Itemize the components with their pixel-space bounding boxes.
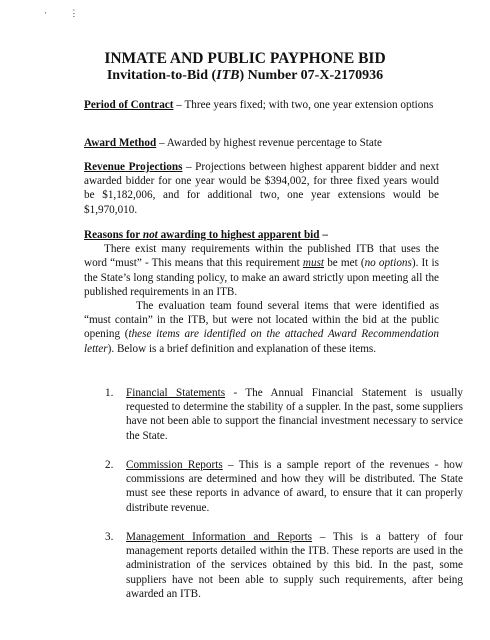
list-number: 1. bbox=[105, 387, 114, 399]
section-heading: Period of Contract bbox=[84, 99, 174, 111]
list-item-commission-reports bbox=[102, 458, 463, 515]
list-heading: Management Information and Reports bbox=[126, 531, 313, 543]
section-revenue-projections bbox=[84, 160, 439, 217]
document-title: INMATE AND PUBLIC PAYPHONE BID bbox=[104, 50, 386, 67]
scan-specks: ⋅ ⋮ bbox=[44, 8, 89, 18]
section-text: – Awarded by highest revenue percentage to State bbox=[156, 137, 382, 149]
list-text: - The Annual Financial Statement is usually requested to determine the stability of a suppler. In the past, some suppliers have not been able to support the financial investment necessary to service the State. bbox=[126, 387, 463, 442]
list-item-financial-statements bbox=[102, 386, 463, 443]
list-number: 3. bbox=[105, 531, 114, 543]
section-reasons bbox=[84, 228, 439, 356]
list-text: – This is a sample report of the revenues - how commissions are determined and how they will be distributed. The State must see these reports in advance of award, to ensure that it can properly distribute revenue. bbox=[126, 459, 463, 514]
list-heading: Financial Statements bbox=[126, 387, 226, 399]
section-heading: Reasons for not awarding to highest apparent bid – bbox=[84, 229, 328, 241]
section-heading: Revenue Projections bbox=[84, 161, 183, 173]
document-subtitle: Invitation-to-Bid (ITB) Number 07-X-2170936 bbox=[106, 68, 384, 83]
section-text: – Projections between highest apparent bidder and next awarded bidder for one year would be $394,002, for three fixed years would be $1,182,006, and for additional two, one year extensions would be $1,970,010. bbox=[84, 161, 439, 216]
list-heading: Commission Reports bbox=[126, 459, 223, 471]
section-period-of-contract bbox=[84, 98, 439, 112]
section-text: – Three years fixed; with two, one year extension options bbox=[173, 99, 434, 111]
section-award-method bbox=[84, 136, 439, 150]
section-heading: Award Method bbox=[84, 137, 157, 149]
list-number: 2. bbox=[105, 459, 114, 471]
list-text: – This is a battery of four management reports detailed within the ITB. These reports are used in the administration of the services obtained by this bid. In the past, some suppliers have not been able to supply such requirements, after being awarded an ITB. bbox=[126, 531, 464, 600]
list-item-management-reports bbox=[102, 530, 463, 601]
reasons-paragraph-1: There exist many requirements within the published ITB that uses the word “must” - This means that this requirement must be met (no options). It is the State’s long standing policy, to make an award strictly upon meeting all the published requirements in an ITB. bbox=[84, 243, 440, 298]
reasons-paragraph-2: The evaluation team found several items that were identified as “must contain” in the ITB, but were not located within the bid at the public opening (these items are identified on the attached Award Recommendation letter). Below is a brief definition and explanation of these items. bbox=[84, 300, 439, 355]
